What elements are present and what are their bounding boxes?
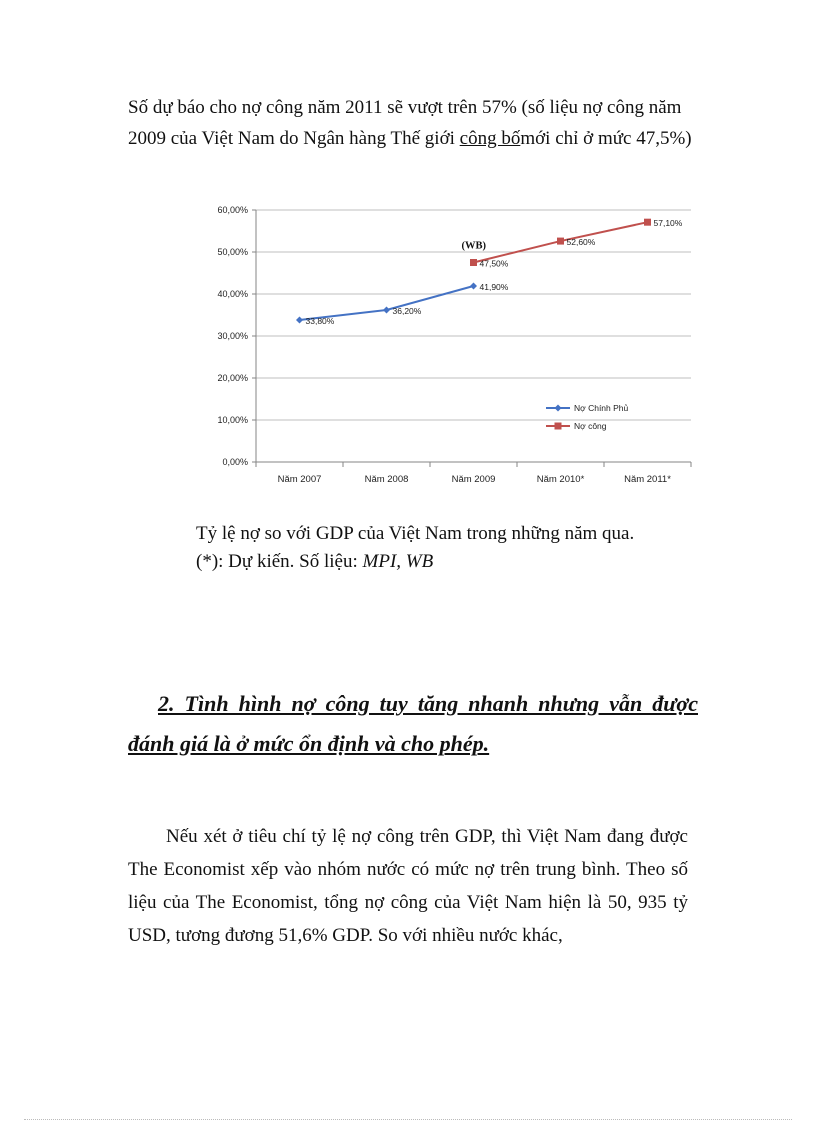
y-tick-label: 60,00% (217, 205, 248, 215)
caption-source: MPI, WB (362, 551, 434, 572)
x-tick-label: Năm 2007 (277, 474, 322, 485)
legend-marker (555, 423, 562, 430)
y-tick-label: 0,00% (222, 457, 248, 467)
y-tick-label: 10,00% (217, 415, 248, 425)
body-paragraph: Nếu xét ở tiêu chí tỷ lệ nợ công trên GDP, thì Việt Nam đang được The Economist xếp vào nhóm nước có mức nợ trên trung bình. Theo số liệu của The Economist, tổng nợ công của Việt Nam hiện là 50, 935 tỷ USD, tương đương 51,6% GDP. So với nhiều nước khác, (128, 826, 688, 946)
data-point (296, 317, 303, 324)
data-label: 47,50% (479, 258, 509, 269)
caption-line-1: Tỷ lệ nợ so với GDP của Việt Nam trong những năm qua. (196, 523, 635, 544)
intro-text-end: mới chỉ ở mức 47,5%) (520, 128, 692, 149)
data-label: 36,20% (392, 305, 422, 316)
legend-label: Nợ Chính Phủ (574, 403, 629, 413)
y-tick-label: 30,00% (217, 331, 248, 341)
caption-line-2-prefix: (*): Dự kiến. Số liệu: (196, 551, 363, 572)
data-label: 57,10% (653, 218, 683, 229)
x-tick-label: Năm 2010* (536, 474, 585, 485)
intro-text-start: Số dự báo cho nợ công năm 2011 sẽ vượt trên 57% (số liệu nợ công năm 2009 của Việt Nam do Ngân hàng Thế giới (128, 97, 682, 149)
data-label: 52,60% (566, 237, 596, 248)
page-bottom-divider (24, 1119, 792, 1120)
data-point (557, 238, 564, 245)
y-tick-label: 40,00% (217, 289, 248, 299)
y-tick-label: 50,00% (217, 247, 248, 257)
x-tick-label: Năm 2008 (364, 474, 409, 485)
data-point (470, 283, 477, 290)
chart-annotation: (WB) (461, 240, 486, 252)
section-heading: 2. Tình hình nợ công tuy tăng nhanh nhưng vẫn được đánh giá là ở mức ổn định và cho phép. (128, 691, 698, 756)
x-tick-label: Năm 2009 (451, 474, 496, 485)
x-tick-label: Năm 2011* (624, 474, 671, 485)
legend-label: Nợ công (574, 421, 607, 431)
series-line-1 (300, 286, 474, 320)
data-point (470, 259, 477, 266)
data-point (644, 219, 651, 226)
debt-chart-svg (196, 196, 706, 496)
intro-paragraph (128, 92, 708, 154)
data-point (383, 306, 390, 313)
data-label: 41,90% (479, 282, 509, 293)
legend-marker (555, 405, 562, 412)
y-tick-label: 20,00% (217, 373, 248, 383)
debt-chart (196, 196, 706, 496)
data-label: 33,80% (305, 316, 335, 327)
chart-caption (196, 520, 736, 576)
intro-link[interactable]: công bố (459, 128, 521, 149)
